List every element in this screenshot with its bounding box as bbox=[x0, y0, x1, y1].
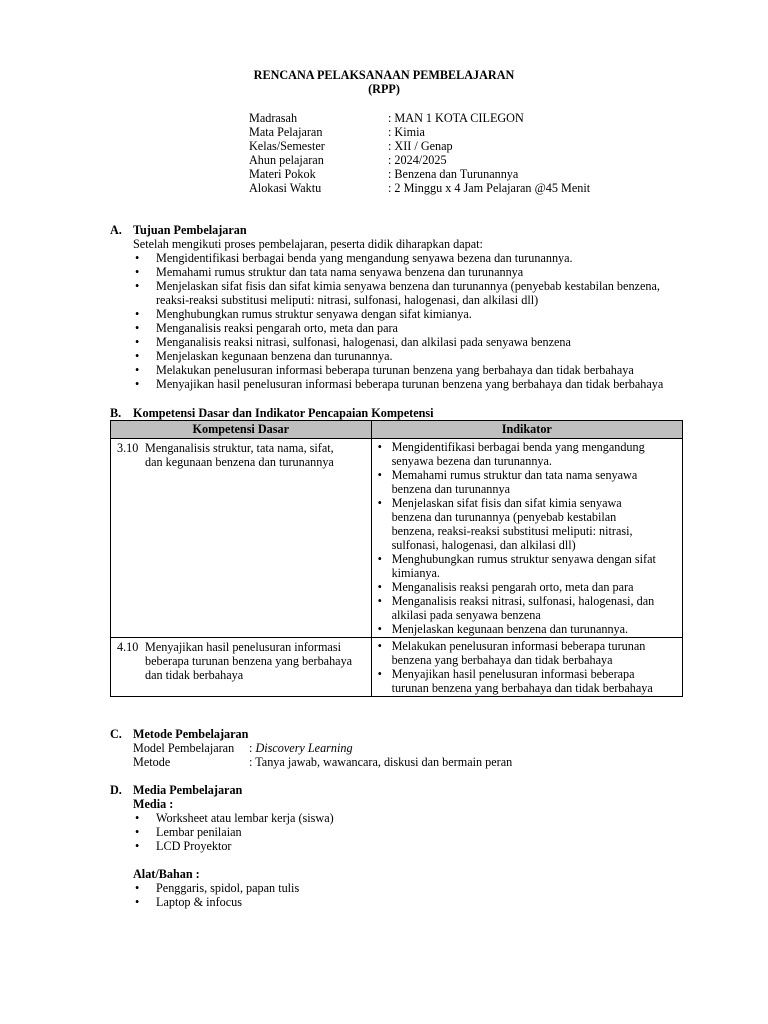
kd-code: 3.10 bbox=[117, 441, 139, 455]
list-item: • Menganalisis reaksi pengarah orto, meta dan para bbox=[133, 321, 663, 335]
info-label: Ahun pelajaran bbox=[249, 153, 324, 167]
section-a-heading bbox=[110, 223, 247, 237]
info-value: : XII / Genap bbox=[388, 139, 453, 153]
column-header-kd: Kompetensi Dasar bbox=[111, 421, 372, 439]
table-row bbox=[111, 439, 683, 638]
list-item: • Menjelaskan kegunaan benzena dan turunannya. bbox=[377, 622, 678, 636]
list-item: • Melakukan penelusuran informasi beberapa turunan benzena yang berbahaya dan tidak berbahaya bbox=[377, 639, 678, 667]
list-item: • Menyajikan hasil penelusuran informasi beberapa turunan benzena yang berbahaya dan tidak berbahaya bbox=[133, 377, 663, 391]
kd-text: Menganalisis struktur, tata nama, sifat, dan kegunaan benzena dan turunannya bbox=[145, 441, 334, 469]
table-header-row bbox=[111, 421, 683, 439]
section-d-heading bbox=[110, 783, 242, 797]
info-value: : Kimia bbox=[388, 125, 425, 139]
kd-cell bbox=[111, 439, 372, 638]
title-line-1: RENCANA PELAKSANAAN PEMBELAJARAN bbox=[253, 68, 515, 82]
section-title: Tujuan Pembelajaran bbox=[133, 223, 247, 237]
section-a-intro: Setelah mengikuti proses pembelajaran, peserta didik diharapkan dapat: bbox=[133, 237, 483, 251]
info-value: : 2 Minggu x 4 Jam Pelajaran @45 Menit bbox=[388, 181, 591, 195]
media-label: Media : bbox=[133, 797, 174, 811]
section-b-heading bbox=[110, 406, 434, 420]
section-title: Media Pembelajaran bbox=[133, 783, 243, 797]
alat-label: Alat/Bahan : bbox=[133, 867, 200, 881]
info-row bbox=[249, 181, 590, 195]
document-title bbox=[0, 68, 768, 96]
alat-list bbox=[133, 881, 299, 909]
list-item: • Melakukan penelusuran informasi beberapa turunan benzena yang berbahaya dan tidak berbahaya bbox=[133, 363, 663, 377]
info-row bbox=[249, 111, 590, 125]
section-title: Kompetensi Dasar dan Indikator Pencapaian Kompetensi bbox=[133, 406, 434, 420]
list-item: • LCD Proyektor bbox=[133, 839, 334, 853]
model-separator: : bbox=[249, 741, 256, 755]
indicator-cell bbox=[371, 638, 682, 697]
list-item: • Menjelaskan kegunaan benzena dan turunannya. bbox=[133, 349, 663, 363]
list-item: • Menghubungkan rumus struktur senyawa dengan sifat kimianya. bbox=[377, 552, 678, 580]
metode-row bbox=[133, 755, 512, 769]
info-row bbox=[249, 167, 590, 181]
section-letter: C. bbox=[110, 727, 122, 741]
list-item: • Memahami rumus struktur dan tata nama senyawa benzena dan turunannya bbox=[133, 265, 663, 279]
list-item: • Menganalisis reaksi pengarah orto, meta dan para bbox=[377, 580, 678, 594]
indicator-list bbox=[372, 439, 682, 637]
info-row bbox=[249, 153, 590, 167]
metode-label: Metode bbox=[133, 755, 171, 769]
table-row bbox=[111, 638, 683, 697]
indicator-list bbox=[372, 638, 682, 696]
list-item: • Menghubungkan rumus struktur senyawa dengan sifat kimianya. bbox=[133, 307, 663, 321]
list-item: • Lembar penilaian bbox=[133, 825, 334, 839]
info-row bbox=[249, 125, 590, 139]
model-label: Model Pembelajaran bbox=[133, 741, 235, 755]
info-value: : MAN 1 KOTA CILEGON bbox=[388, 111, 524, 125]
list-item: • Laptop & infocus bbox=[133, 895, 299, 909]
info-label: Mata Pelajaran bbox=[249, 125, 323, 139]
kd-cell bbox=[111, 638, 372, 697]
model-row bbox=[133, 741, 353, 755]
column-header-indicator: Indikator bbox=[371, 421, 682, 439]
model-value: Discovery Learning bbox=[255, 741, 353, 755]
list-item: • Mengidentifikasi berbagai benda yang mengandung senyawa bezena dan turunannya. bbox=[133, 251, 663, 265]
media-list bbox=[133, 811, 334, 853]
identity-block bbox=[249, 111, 590, 195]
info-label: Madrasah bbox=[249, 111, 298, 125]
list-item: • Penggaris, spidol, papan tulis bbox=[133, 881, 299, 895]
section-letter: D. bbox=[110, 783, 122, 797]
section-c-heading bbox=[110, 727, 248, 741]
section-letter: A. bbox=[110, 223, 122, 237]
info-label: Materi Pokok bbox=[249, 167, 316, 181]
section-letter: B. bbox=[110, 406, 122, 420]
info-label: Kelas/Semester bbox=[249, 139, 325, 153]
indicator-cell bbox=[371, 439, 682, 638]
list-item: • Menyajikan hasil penelusuran informasi beberapa turunan benzena yang berbahaya dan tidak berbahaya bbox=[377, 667, 678, 695]
list-item: • Menjelaskan sifat fisis dan sifat kimia senyawa benzena dan turunannya (penyebab kestabilan benzena, reaksi-reaksi substitusi meliputi: nitrasi, sulfonasi, halogenasi, dan alkilasi dll) bbox=[133, 279, 663, 307]
list-item: • Mengidentifikasi berbagai benda yang mengandung senyawa bezena dan turunannya. bbox=[377, 440, 678, 468]
info-value: : 2024/2025 bbox=[388, 153, 447, 167]
info-row bbox=[249, 139, 590, 153]
section-title: Metode Pembelajaran bbox=[133, 727, 249, 741]
list-item: • Worksheet atau lembar kerja (siswa) bbox=[133, 811, 334, 825]
info-label: Alokasi Waktu bbox=[249, 181, 322, 195]
list-item: • Menganalisis reaksi nitrasi, sulfonasi, halogenasi, dan alkilasi pada senyawa benzena bbox=[133, 335, 663, 349]
competency-table bbox=[110, 420, 683, 697]
list-item: • Menganalisis reaksi nitrasi, sulfonasi, halogenasi, dan alkilasi pada senyawa benzena bbox=[377, 594, 678, 622]
objectives-list bbox=[133, 251, 663, 391]
kd-code: 4.10 bbox=[117, 640, 139, 654]
list-item: • Menjelaskan sifat fisis dan sifat kimia senyawa benzena dan turunannya (penyebab kestabilan benzena, reaksi-reaksi substitusi meliputi: nitrasi, sulfonasi, halogenasi, dan alkilasi dll) bbox=[377, 496, 678, 552]
info-value: : Benzena dan Turunannya bbox=[388, 167, 519, 181]
list-item: • Memahami rumus struktur dan tata nama senyawa benzena dan turunannya bbox=[377, 468, 678, 496]
kd-text: Menyajikan hasil penelusuran informasi beberapa turunan benzena yang berbahaya dan tidak berbahaya bbox=[145, 640, 353, 682]
title-line-2: (RPP) bbox=[368, 82, 400, 96]
metode-value: : Tanya jawab, wawancara, diskusi dan bermain peran bbox=[249, 755, 513, 769]
